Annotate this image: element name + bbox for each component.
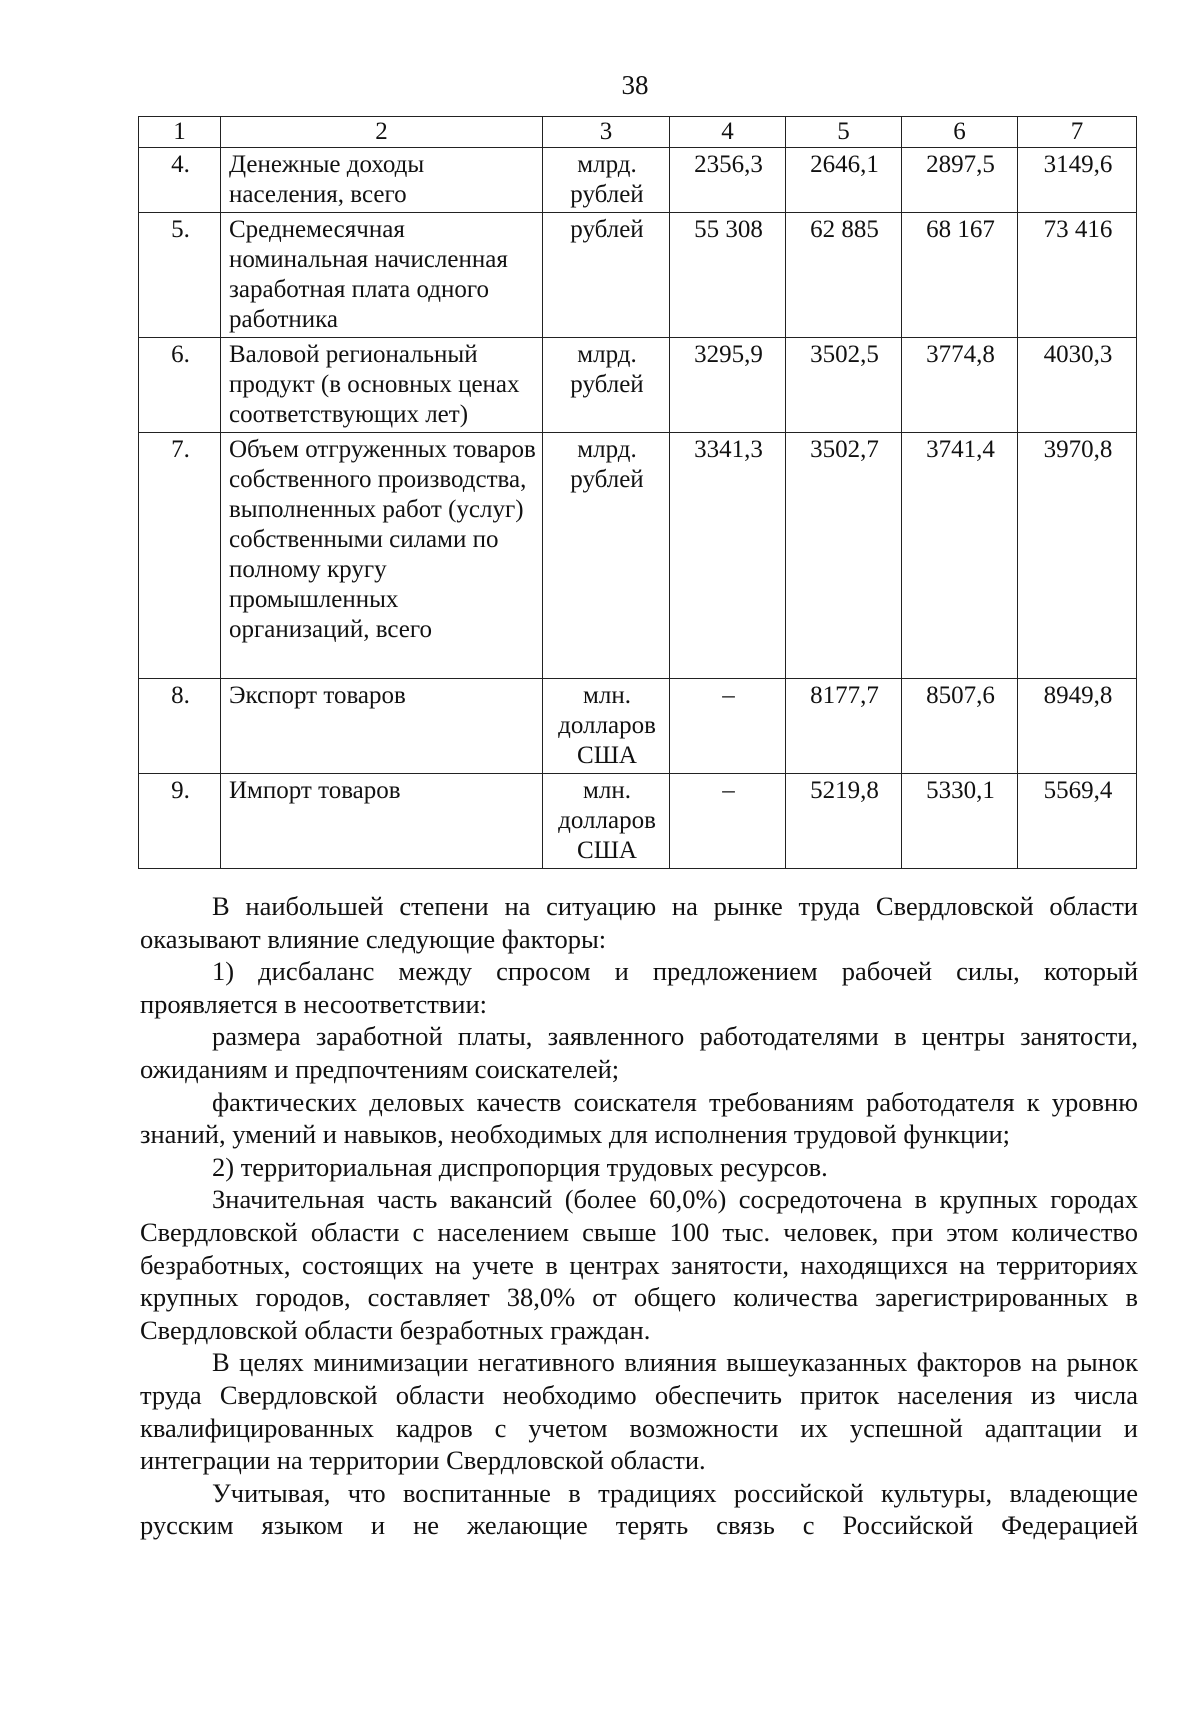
page-number: 38 xyxy=(621,70,649,100)
value-cell: 4030,3 xyxy=(1018,338,1137,433)
value-cell: 3502,7 xyxy=(786,433,902,679)
value-cell: – xyxy=(670,679,786,774)
paragraph: Учитывая, что воспитанные в традициях российской культуры, владеющие русским языком и не желающие терять связь с Российской Федерацией xyxy=(140,1477,1138,1541)
row-number: 7. xyxy=(139,433,221,679)
table-row xyxy=(139,148,1137,213)
table-row xyxy=(139,338,1137,433)
value-cell: 73 416 xyxy=(1018,213,1137,338)
table-row xyxy=(139,774,1137,869)
indicator-name: Валовой региональный продукт (в основных ценах соответствующих лет) xyxy=(221,338,543,433)
value-cell: 3741,4 xyxy=(902,433,1018,679)
value-cell: 5330,1 xyxy=(902,774,1018,869)
indicator-name: Среднемесячная номинальная начисленная заработная плата одного работника xyxy=(221,213,543,338)
unit-cell: млрд. рублей xyxy=(543,338,670,433)
value-cell: 3149,6 xyxy=(1018,148,1137,213)
header-cell: 2 xyxy=(221,117,543,148)
value-cell: 3970,8 xyxy=(1018,433,1137,679)
table-row xyxy=(139,213,1137,338)
value-cell: 8507,6 xyxy=(902,679,1018,774)
value-cell: 68 167 xyxy=(902,213,1018,338)
paragraph: 2) территориальная диспропорция трудовых ресурсов. xyxy=(212,1151,828,1182)
value-cell: – xyxy=(670,774,786,869)
value-cell: 2897,5 xyxy=(902,148,1018,213)
value-cell: 3502,5 xyxy=(786,338,902,433)
value-cell: 5569,4 xyxy=(1018,774,1137,869)
row-number: 4. xyxy=(139,148,221,213)
header-cell: 3 xyxy=(543,117,670,148)
value-cell: 55 308 xyxy=(670,213,786,338)
unit-cell: млн. долларов США xyxy=(543,679,670,774)
paragraph: фактических деловых качеств соискателя требованиям работодателя к уровню знаний, умений и навыков, необходимых для исполнения трудовой функции; xyxy=(140,1086,1138,1150)
row-number: 9. xyxy=(139,774,221,869)
header-cell: 7 xyxy=(1018,117,1137,148)
value-cell: 5219,8 xyxy=(786,774,902,869)
table-row xyxy=(139,433,1137,679)
indicator-name: Импорт товаров xyxy=(221,774,543,869)
header-cell: 6 xyxy=(902,117,1018,148)
value-cell: 8177,7 xyxy=(786,679,902,774)
value-cell: 3341,3 xyxy=(670,433,786,679)
paragraph: В целях минимизации негативного влияния вышеуказанных факторов на рынок труда Свердловской области необходимо обеспечить приток населения из числа квалифицированных кадров с учетом возможности их успешной адаптации и интеграции на территории Свердловской области. xyxy=(140,1347,1138,1476)
indicator-name: Экспорт товаров xyxy=(221,679,543,774)
paragraph: 1) дисбаланс между спросом и предложением рабочей силы, который проявляется в несоответствии: xyxy=(140,956,1138,1019)
value-cell: 3774,8 xyxy=(902,338,1018,433)
header-cell: 1 xyxy=(139,117,221,148)
row-number: 8. xyxy=(139,679,221,774)
unit-cell: млрд. рублей xyxy=(543,433,670,679)
indicator-name: Денежные доходы населения, всего xyxy=(221,148,543,213)
value-cell: 3295,9 xyxy=(670,338,786,433)
unit-cell: млрд. рублей xyxy=(543,148,670,213)
unit-cell: млн. долларов США xyxy=(543,774,670,869)
table-header-row xyxy=(139,117,1137,148)
paragraph: В наибольшей степени на ситуацию на рынке труда Свердловской области оказывают влияние следующие факторы: xyxy=(140,891,1138,954)
value-cell: 2646,1 xyxy=(786,148,902,213)
value-cell: 8949,8 xyxy=(1018,679,1137,774)
indicator-name: Объем отгруженных товаров собственного производства, выполненных работ (услуг) собственными силами по полному кругу промышленных организаций, всего xyxy=(221,433,543,679)
paragraph: размера заработной платы, заявленного работодателями в центры занятости, ожиданиям и предпочтениям соискателей; xyxy=(140,1021,1138,1084)
unit-cell: рублей xyxy=(543,213,670,338)
header-cell: 4 xyxy=(670,117,786,148)
paragraph: Значительная часть вакансий (более 60,0%) сосредоточена в крупных городах Свердловской области с населением свыше 100 тыс. человек, при этом количество безработных, состоящих на учете в центрах занятости, находящихся на территориях крупных городов, составляет 38,0% от общего количества зарегистрированных в Свердловской области безработных граждан. xyxy=(140,1184,1138,1345)
indicators-table xyxy=(138,116,1137,869)
value-cell: 62 885 xyxy=(786,213,902,338)
row-number: 6. xyxy=(139,338,221,433)
row-number: 5. xyxy=(139,213,221,338)
table-row xyxy=(139,679,1137,774)
body-text xyxy=(140,890,1138,1542)
value-cell: 2356,3 xyxy=(670,148,786,213)
header-cell: 5 xyxy=(786,117,902,148)
